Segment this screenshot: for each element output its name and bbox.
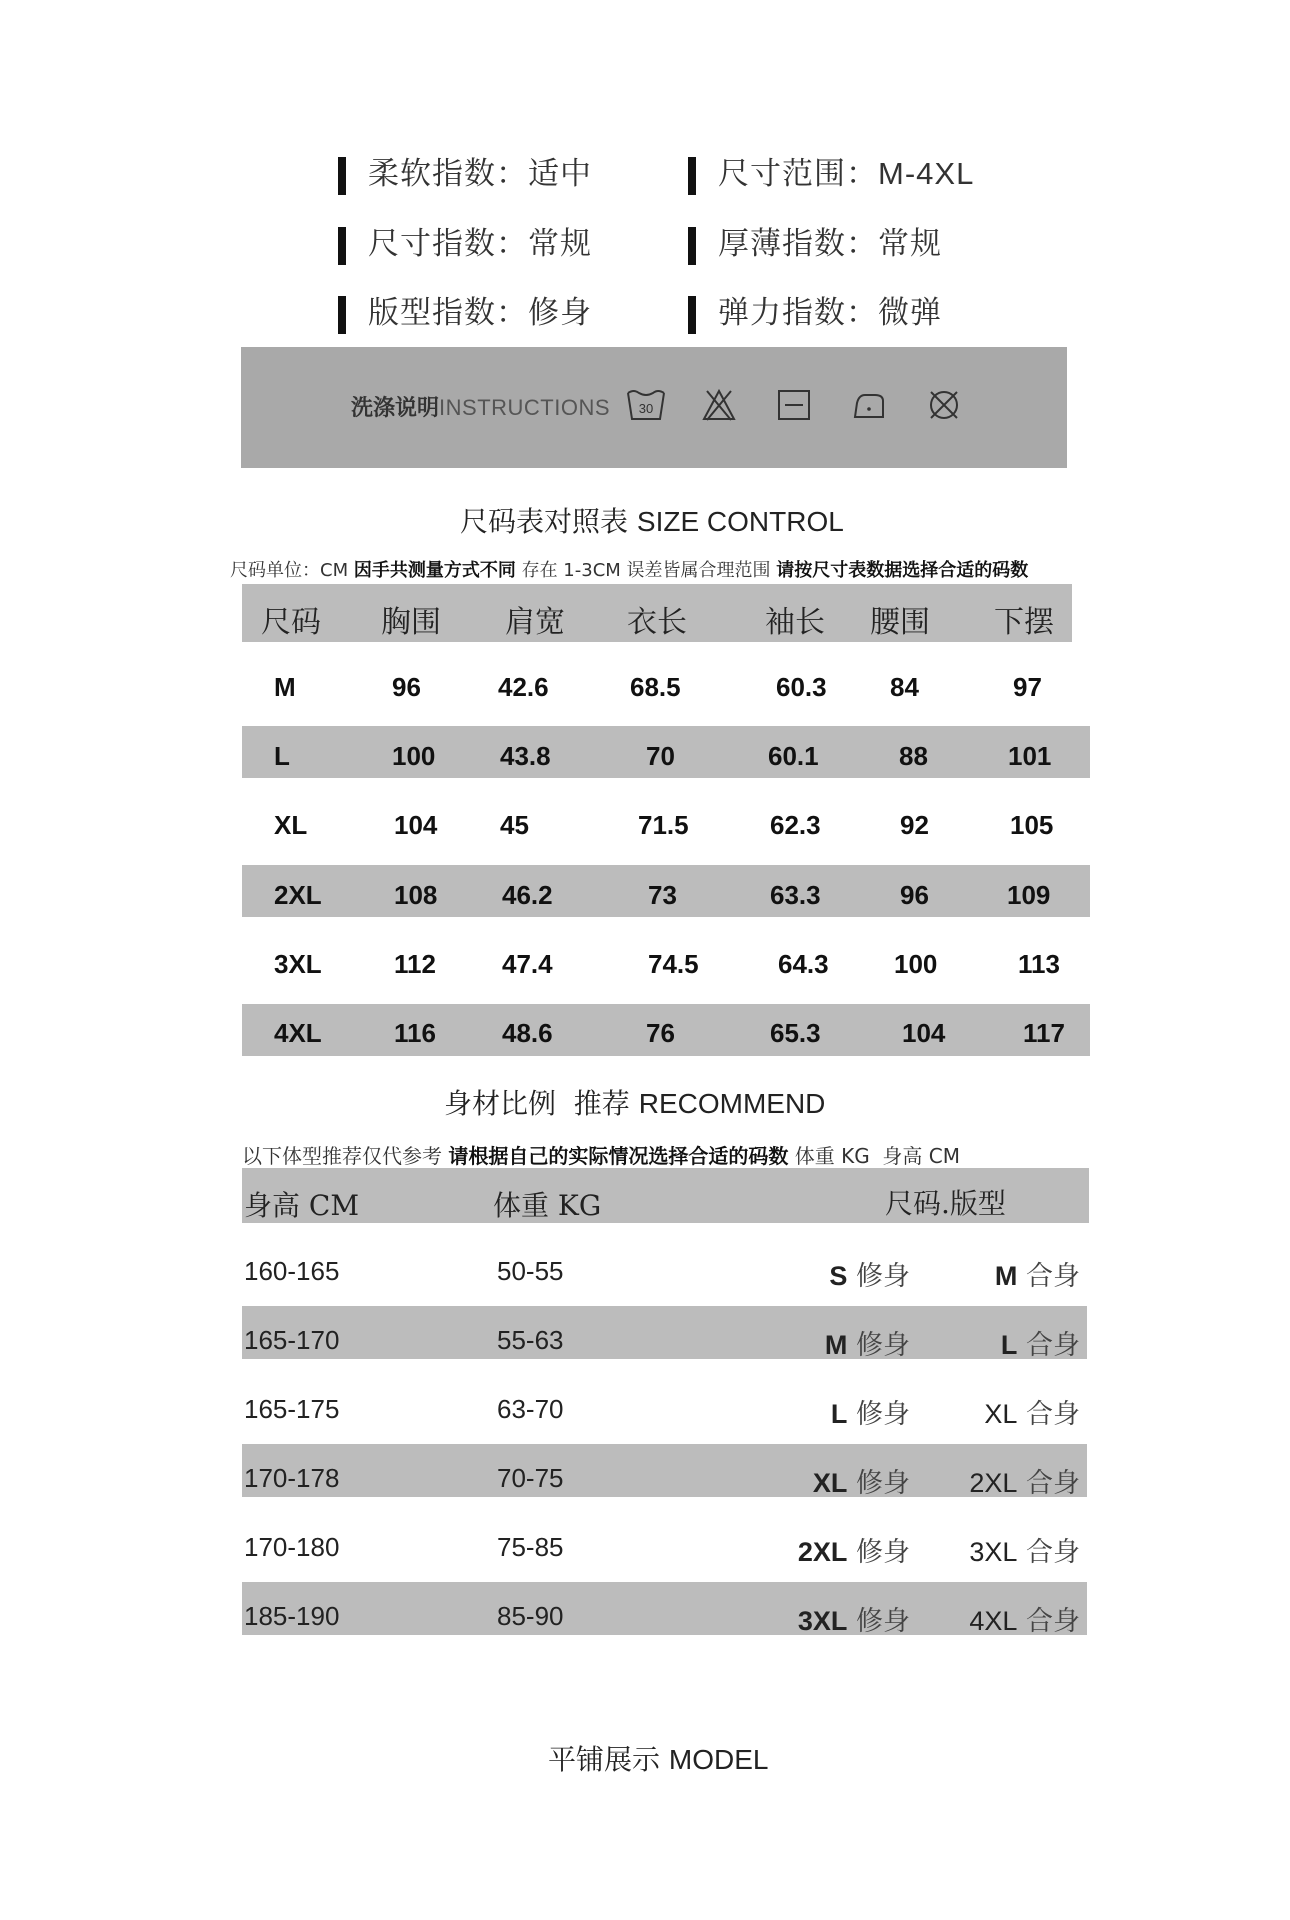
slim-size-cell: L 修身 xyxy=(830,1399,910,1430)
weight-cell: 75-85 xyxy=(497,1532,564,1562)
attr-value: 微弹 xyxy=(878,295,942,331)
header-cell: 身高 CM xyxy=(244,1189,359,1222)
weight-cell: 63-70 xyxy=(497,1394,564,1424)
waist-cell: 100 xyxy=(894,949,938,979)
size-cell: M xyxy=(274,672,296,702)
attr-marker xyxy=(688,227,696,265)
shoulder-cell: 47.4 xyxy=(502,949,553,979)
no-bleach-icon xyxy=(701,387,737,423)
length-cell: 71.5 xyxy=(638,810,689,840)
chest-cell: 116 xyxy=(394,1018,436,1048)
hem-cell: 101 xyxy=(1008,741,1052,771)
slim-size-cell: 3XL 修身 xyxy=(797,1606,910,1637)
waist-cell: 96 xyxy=(900,880,929,910)
weight-cell: 85-90 xyxy=(497,1601,564,1631)
fit-size-cell: L 合身 xyxy=(1000,1330,1080,1361)
fit-size-cell: XL 合身 xyxy=(984,1399,1080,1430)
sleeve-cell: 62.3 xyxy=(770,810,821,840)
height-cell: 160-165 xyxy=(244,1256,340,1286)
header-cell: 衣长 xyxy=(627,605,687,640)
model-section-title: 平铺展示 MODEL xyxy=(548,1743,769,1776)
no-tumble-dry-icon xyxy=(926,387,962,423)
size-cell: 4XL xyxy=(274,1018,322,1048)
attr-marker xyxy=(338,157,346,195)
fit-size-cell: 3XL 合身 xyxy=(969,1537,1080,1568)
height-cell: 185-190 xyxy=(244,1601,340,1631)
attr-value: 常规 xyxy=(878,226,942,262)
size-cell: XL xyxy=(274,810,308,840)
hem-cell: 113 xyxy=(1018,949,1060,979)
length-cell: 76 xyxy=(646,1018,675,1048)
hem-cell: 117 xyxy=(1023,1018,1065,1048)
attr-label: 厚薄指数： xyxy=(718,226,878,262)
header-cell: 胸围 xyxy=(381,605,441,640)
waist-cell: 88 xyxy=(899,741,928,771)
attr-marker xyxy=(688,157,696,195)
waist-cell: 92 xyxy=(900,810,929,840)
sleeve-cell: 63.3 xyxy=(770,880,821,910)
attr-value: 修身 xyxy=(528,295,592,331)
attr-fit xyxy=(338,287,592,334)
attr-label: 尺寸范围： xyxy=(718,156,878,192)
iron-low-icon xyxy=(851,387,887,423)
recommend-title: 身材比例 推荐 RECOMMEND xyxy=(444,1087,826,1120)
size-chart-note: 尺码单位：CM 因手共测量方式不同 存在 1-3CM 误差皆属合理范围 请按尺寸表数据选择合适的码数 xyxy=(230,560,1029,581)
header-cell: 尺码.版型 xyxy=(885,1187,1006,1220)
header-cell: 腰围 xyxy=(870,605,930,640)
slim-size-cell: S 修身 xyxy=(829,1261,910,1292)
attr-size-range xyxy=(688,148,974,195)
attr-label: 版型指数： xyxy=(368,295,528,331)
size-cell: 3XL xyxy=(274,949,322,979)
chest-cell: 96 xyxy=(392,672,421,702)
recommend-note: 以下体型推荐仅代参考 请根据自己的实际情况选择合适的码数 体重 KG 身高 CM xyxy=(242,1144,960,1168)
attr-label: 尺寸指数： xyxy=(368,226,528,262)
weight-cell: 70-75 xyxy=(497,1463,564,1493)
attr-label: 柔软指数： xyxy=(368,156,528,192)
height-cell: 170-180 xyxy=(244,1532,340,1562)
sleeve-cell: 60.1 xyxy=(768,741,819,771)
attr-value: M-4XL xyxy=(878,156,975,191)
attr-marker xyxy=(338,227,346,265)
chest-cell: 112 xyxy=(394,949,436,979)
fit-size-cell: 2XL 合身 xyxy=(969,1468,1080,1499)
sleeve-cell: 60.3 xyxy=(776,672,827,702)
waist-cell: 104 xyxy=(902,1018,946,1048)
header-cell: 袖长 xyxy=(765,605,825,640)
length-cell: 68.5 xyxy=(630,672,681,702)
height-cell: 165-170 xyxy=(244,1325,340,1355)
size-cell: 2XL xyxy=(274,880,322,910)
size-chart-title: 尺码表对照表 SIZE CONTROL xyxy=(460,505,844,538)
attr-marker xyxy=(688,296,696,334)
shoulder-cell: 48.6 xyxy=(502,1018,553,1048)
shoulder-cell: 46.2 xyxy=(502,880,553,910)
length-cell: 70 xyxy=(646,741,675,771)
waist-cell: 84 xyxy=(890,672,919,702)
header-cell: 肩宽 xyxy=(505,605,565,640)
slim-size-cell: M 修身 xyxy=(824,1330,910,1361)
header-cell: 下摆 xyxy=(994,605,1054,640)
weight-cell: 55-63 xyxy=(497,1325,564,1355)
fit-size-cell: 4XL 合身 xyxy=(969,1606,1080,1637)
header-cell: 体重 KG xyxy=(493,1189,602,1222)
chest-cell: 104 xyxy=(394,810,438,840)
fit-size-cell: M 合身 xyxy=(994,1261,1080,1292)
wash-label: 洗涤说明INSTRUCTIONS xyxy=(351,395,611,421)
header-cell: 尺码 xyxy=(261,605,321,640)
chest-cell: 100 xyxy=(392,741,436,771)
height-cell: 165-175 xyxy=(244,1394,340,1424)
wash-30-icon xyxy=(626,387,666,423)
dry-flat-icon xyxy=(776,387,812,423)
sleeve-cell: 65.3 xyxy=(770,1018,821,1048)
size-cell: L xyxy=(274,741,290,771)
shoulder-cell: 45 xyxy=(500,810,529,840)
length-cell: 73 xyxy=(648,880,677,910)
height-cell: 170-178 xyxy=(244,1463,340,1493)
shoulder-cell: 43.8 xyxy=(500,741,551,771)
chest-cell: 108 xyxy=(394,880,438,910)
hem-cell: 105 xyxy=(1010,810,1054,840)
attr-softness xyxy=(338,148,592,195)
attr-thickness xyxy=(688,218,942,265)
attr-marker xyxy=(338,296,346,334)
hem-cell: 97 xyxy=(1013,672,1042,702)
hem-cell: 109 xyxy=(1007,880,1051,910)
attr-label: 弹力指数： xyxy=(718,295,878,331)
wash-instructions-banner xyxy=(241,347,1067,468)
slim-size-cell: XL 修身 xyxy=(812,1468,910,1499)
attr-value: 适中 xyxy=(528,156,592,192)
wash-temp: 30 xyxy=(638,401,654,416)
attr-value: 常规 xyxy=(528,226,592,262)
attr-size-index xyxy=(338,218,592,265)
sleeve-cell: 64.3 xyxy=(778,949,829,979)
weight-cell: 50-55 xyxy=(497,1256,564,1286)
attr-elasticity xyxy=(688,287,942,334)
length-cell: 74.5 xyxy=(648,949,699,979)
slim-size-cell: 2XL 修身 xyxy=(797,1537,910,1568)
shoulder-cell: 42.6 xyxy=(498,672,549,702)
